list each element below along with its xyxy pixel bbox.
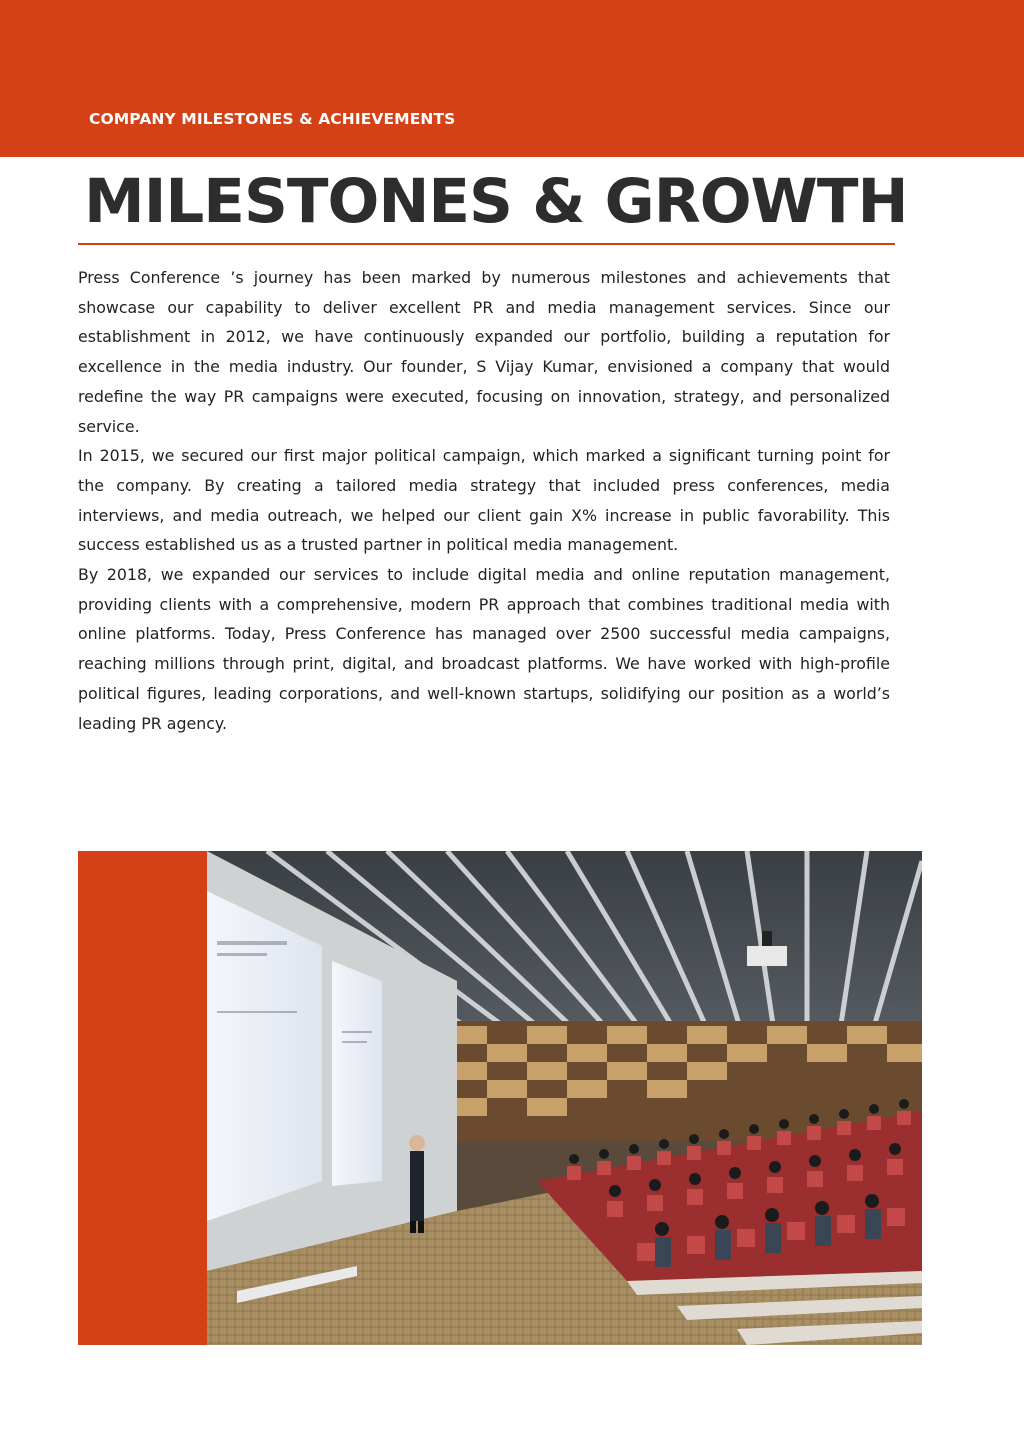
lecture-hall-photo — [207, 851, 922, 1345]
paragraph-2015: In 2015, we secured our first major political campaign, which marked a significant turning point for the company. By creating a tailored media strategy that included press conferences, media interviews, and media outreach, we helped our client gain X% increase in public favorability. This success established us as a trusted partner in political media management. — [78, 446, 890, 555]
title-divider — [78, 243, 895, 245]
body-text — [78, 263, 890, 738]
page-title: MILESTONES & GROWTH — [84, 166, 908, 237]
header-band — [0, 0, 1024, 157]
section-kicker: COMPANY MILESTONES & ACHIEVEMENTS — [89, 110, 456, 128]
paragraph-2018: By 2018, we expanded our services to include digital media and online reputation management, providing clients with a comprehensive, modern PR approach that combines traditional media with online platforms. Today, Press Conference has managed over 2500 successful media campaigns, reaching millions through print, digital, and broadcast platforms. We have worked with high-profile political figures, leading corporations, and well-known startups, solidifying our position as a world’s leading PR agency. — [78, 565, 890, 733]
paragraph-founding: Press Conference ’s journey has been marked by numerous milestones and achievements that showcase our capability to deliver excellent PR and media management services. Since our establishment in 2012, we have continuously expanded our portfolio, building a reputation for excellence in the media industry. Our founder, S Vijay Kumar, envisioned a company that would redefine the way PR campaigns were executed, focusing on innovation, strategy, and personalized service. — [78, 268, 890, 436]
photo-section — [78, 851, 922, 1345]
accent-block — [78, 851, 208, 1345]
